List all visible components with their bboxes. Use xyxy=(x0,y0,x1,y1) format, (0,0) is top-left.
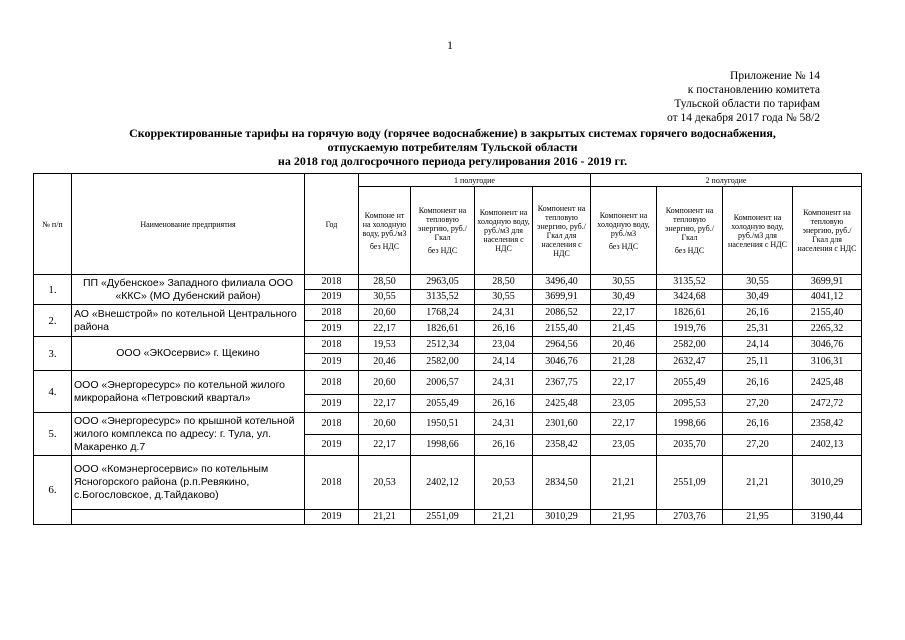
tariff-value: 1826,61 xyxy=(411,321,475,337)
header-num: № п/п xyxy=(34,174,72,275)
tariff-value: 20,53 xyxy=(359,456,411,510)
header-half1-col: Компонент на тепловую энергию, руб./Гкал для населения с НДС xyxy=(533,187,591,275)
tariff-value: 2425,48 xyxy=(793,371,862,395)
header-year: Год xyxy=(305,174,359,275)
tariff-value: 24,14 xyxy=(475,354,533,371)
header-half2: 2 полугодие xyxy=(591,174,862,187)
tariff-value: 27,20 xyxy=(723,395,793,413)
appendix-line: Тульской области по тарифам xyxy=(674,98,820,110)
tariff-value: 2358,42 xyxy=(793,413,862,435)
table-row xyxy=(34,510,862,525)
year-cell: 2018 xyxy=(305,456,359,510)
row-number: 5. xyxy=(34,413,72,456)
tariff-value: 24,14 xyxy=(723,337,793,354)
tariff-value: 22,17 xyxy=(591,305,657,321)
company-name: ПП «Дубенское» Западного филиала ООО «ККС» (МО Дубенский район) xyxy=(72,275,305,305)
year-cell: 2018 xyxy=(305,305,359,321)
table-row xyxy=(34,305,862,321)
tariff-value: 20,53 xyxy=(475,456,533,510)
tariff-value: 1950,51 xyxy=(411,413,475,435)
tariff-value: 25,11 xyxy=(723,354,793,371)
page-number: 1 xyxy=(447,38,453,52)
tariff-value: 3010,29 xyxy=(793,456,862,510)
tariff-value: 2055,49 xyxy=(411,395,475,413)
tariff-value: 2834,50 xyxy=(533,456,591,510)
tariff-value: 22,17 xyxy=(359,321,411,337)
tariff-value: 20,60 xyxy=(359,413,411,435)
tariff-value: 3046,76 xyxy=(533,354,591,371)
tariff-value: 30,55 xyxy=(591,275,657,290)
tariff-value: 2703,76 xyxy=(657,510,723,525)
year-cell: 2018 xyxy=(305,413,359,435)
header-name: Наименование предприятия xyxy=(72,174,305,275)
tariff-value: 3135,52 xyxy=(657,275,723,290)
tariff-value: 2472,72 xyxy=(793,395,862,413)
tariff-value: 20,60 xyxy=(359,305,411,321)
title-line: отпускаемую потребителям Тульской области xyxy=(327,140,578,154)
tariff-value: 26,16 xyxy=(475,321,533,337)
tariff-value: 2055,49 xyxy=(657,371,723,395)
tariff-value: 23,04 xyxy=(475,337,533,354)
tariff-value: 2035,70 xyxy=(657,435,723,456)
row-number: 6. xyxy=(34,456,72,525)
title-line: Скорректированные тарифы на горячую воду (горячее водоснабжение) в закрытых системах горячего водоснабжения, xyxy=(129,126,776,140)
tariff-value: 26,16 xyxy=(475,435,533,456)
tariff-value: 2582,00 xyxy=(411,354,475,371)
year-cell: 2019 xyxy=(305,395,359,413)
tariff-value: 2155,40 xyxy=(533,321,591,337)
tariff-value: 20,60 xyxy=(359,371,411,395)
tariff-value: 21,95 xyxy=(723,510,793,525)
tariff-value: 2358,42 xyxy=(533,435,591,456)
header-half2-col: Компонент на холодную воду, руб./м3 для населения с НДС xyxy=(723,187,793,275)
appendix-line: от 14 декабря 2017 года № 58/2 xyxy=(667,112,820,124)
tariff-value: 21,21 xyxy=(359,510,411,525)
tariff-value: 28,50 xyxy=(475,275,533,290)
row-number: 1. xyxy=(34,275,72,305)
tariff-value: 2551,09 xyxy=(657,456,723,510)
company-name: ООО «Энергоресурс» по крышной котельной жилого комплекса по адресу: г. Тула, ул. Макаренко д.7 xyxy=(72,413,305,456)
row-number: 2. xyxy=(34,305,72,337)
tariff-value: 26,16 xyxy=(723,305,793,321)
header-half2-col: Компонент на тепловую энергию, руб./Гкал без НДС xyxy=(657,187,723,275)
tariff-value: 1998,66 xyxy=(411,435,475,456)
tariff-value: 2512,34 xyxy=(411,337,475,354)
tariff-value: 2964,56 xyxy=(533,337,591,354)
tariff-value: 20,46 xyxy=(359,354,411,371)
tariff-value: 22,17 xyxy=(591,371,657,395)
year-cell: 2018 xyxy=(305,337,359,354)
year-cell: 2018 xyxy=(305,371,359,395)
tariff-value: 21,21 xyxy=(591,456,657,510)
tariff-value: 2402,12 xyxy=(411,456,475,510)
tariff-value: 30,55 xyxy=(723,275,793,290)
tariff-value: 1998,66 xyxy=(657,413,723,435)
tariff-value: 30,55 xyxy=(359,290,411,305)
tariff-value: 3496,40 xyxy=(533,275,591,290)
year-cell: 2019 xyxy=(305,435,359,456)
tariff-value: 19,53 xyxy=(359,337,411,354)
tariff-value: 2095,53 xyxy=(657,395,723,413)
tariff-value: 2155,40 xyxy=(793,305,862,321)
tariff-value: 30,55 xyxy=(475,290,533,305)
tariff-value: 24,31 xyxy=(475,305,533,321)
table-row xyxy=(34,456,862,510)
tariff-value: 27,20 xyxy=(723,435,793,456)
row-number: 3. xyxy=(34,337,72,371)
tariff-value: 26,16 xyxy=(475,395,533,413)
tariff-value: 2551,09 xyxy=(411,510,475,525)
appendix-line: Приложение № 14 xyxy=(730,70,820,82)
table-row xyxy=(34,337,862,354)
header-half1-col: Компонент на холодную воду, руб./м3 для населения с НДС xyxy=(475,187,533,275)
header-half2-col: Компонент на холодную воду, руб./м3 без НДС xyxy=(591,187,657,275)
tariff-value: 21,21 xyxy=(475,510,533,525)
title-line: на 2018 год долгосрочного периода регулирования 2016 - 2019 гг. xyxy=(277,154,628,168)
tariff-value: 2086,52 xyxy=(533,305,591,321)
tariff-value: 2632,47 xyxy=(657,354,723,371)
tariff-value: 4041,12 xyxy=(793,290,862,305)
year-cell: 2019 xyxy=(305,510,359,525)
company-name: ООО «Комэнергосервис» по котельным Ясногорского района (р.п.Ревякино, с.Богословское, д.Тайдаково) xyxy=(72,456,305,510)
tariff-value: 30,49 xyxy=(723,290,793,305)
tariff-value: 1768,24 xyxy=(411,305,475,321)
appendix-note xyxy=(640,69,820,125)
tariff-value: 22,17 xyxy=(359,395,411,413)
tariff-value: 1919,76 xyxy=(657,321,723,337)
tariff-value: 26,16 xyxy=(723,413,793,435)
year-cell: 2019 xyxy=(305,290,359,305)
tariff-value: 2301,60 xyxy=(533,413,591,435)
tariff-value: 2425,48 xyxy=(533,395,591,413)
tariff-value: 23,05 xyxy=(591,395,657,413)
tariff-value: 26,16 xyxy=(723,371,793,395)
header-half1-col: Компоне нт на холодную воду, руб./м3 без НДС xyxy=(359,187,411,275)
tariff-table xyxy=(33,173,862,525)
tariff-value: 21,28 xyxy=(591,354,657,371)
company-name: ООО «Энергоресурс» по котельной жилого микрорайона «Петровский квартал» xyxy=(72,371,305,413)
tariff-value: 28,50 xyxy=(359,275,411,290)
company-name: АО «Внешстрой» по котельной Центрального района xyxy=(72,305,305,337)
tariff-value: 2265,32 xyxy=(793,321,862,337)
tariff-value: 2402,13 xyxy=(793,435,862,456)
tariff-value: 20,46 xyxy=(591,337,657,354)
tariff-value: 22,17 xyxy=(359,435,411,456)
year-cell: 2019 xyxy=(305,321,359,337)
tariff-value: 3190,44 xyxy=(793,510,862,525)
year-cell: 2018 xyxy=(305,275,359,290)
tariff-value: 30,49 xyxy=(591,290,657,305)
tariff-value: 21,45 xyxy=(591,321,657,337)
tariff-value: 3046,76 xyxy=(793,337,862,354)
tariff-value: 3106,31 xyxy=(793,354,862,371)
tariff-value: 2006,57 xyxy=(411,371,475,395)
tariff-value: 21,21 xyxy=(723,456,793,510)
row-number: 4. xyxy=(34,371,72,413)
tariff-value: 22,17 xyxy=(591,413,657,435)
tariff-value: 3699,91 xyxy=(533,290,591,305)
tariff-value: 2963,05 xyxy=(411,275,475,290)
table-row xyxy=(34,275,862,290)
header-half1: 1 полугодие xyxy=(359,174,591,187)
document-title xyxy=(40,126,865,168)
tariff-value: 3010,29 xyxy=(533,510,591,525)
table-row xyxy=(34,413,862,435)
tariff-value: 3699,91 xyxy=(793,275,862,290)
table-row xyxy=(34,371,862,395)
table-body xyxy=(34,275,862,525)
empty-cell xyxy=(72,510,305,525)
header-half2-col: Компонент на тепловую энергию, руб./Гкал для населения с НДС xyxy=(793,187,862,275)
tariff-value: 23,05 xyxy=(591,435,657,456)
tariff-value: 2367,75 xyxy=(533,371,591,395)
tariff-value: 1826,61 xyxy=(657,305,723,321)
tariff-value: 24,31 xyxy=(475,371,533,395)
tariff-value: 24,31 xyxy=(475,413,533,435)
tariff-value: 25,31 xyxy=(723,321,793,337)
company-name: ООО «ЭКОсервис» г. Щекино xyxy=(72,337,305,371)
year-cell: 2019 xyxy=(305,354,359,371)
tariff-value: 3135,52 xyxy=(411,290,475,305)
tariff-value: 2582,00 xyxy=(657,337,723,354)
appendix-line: к постановлению комитета xyxy=(687,84,820,96)
tariff-value: 3424,68 xyxy=(657,290,723,305)
tariff-value: 21,95 xyxy=(591,510,657,525)
header-half1-col: Компонент на тепловую энергию, руб./Гкал без НДС xyxy=(411,187,475,275)
